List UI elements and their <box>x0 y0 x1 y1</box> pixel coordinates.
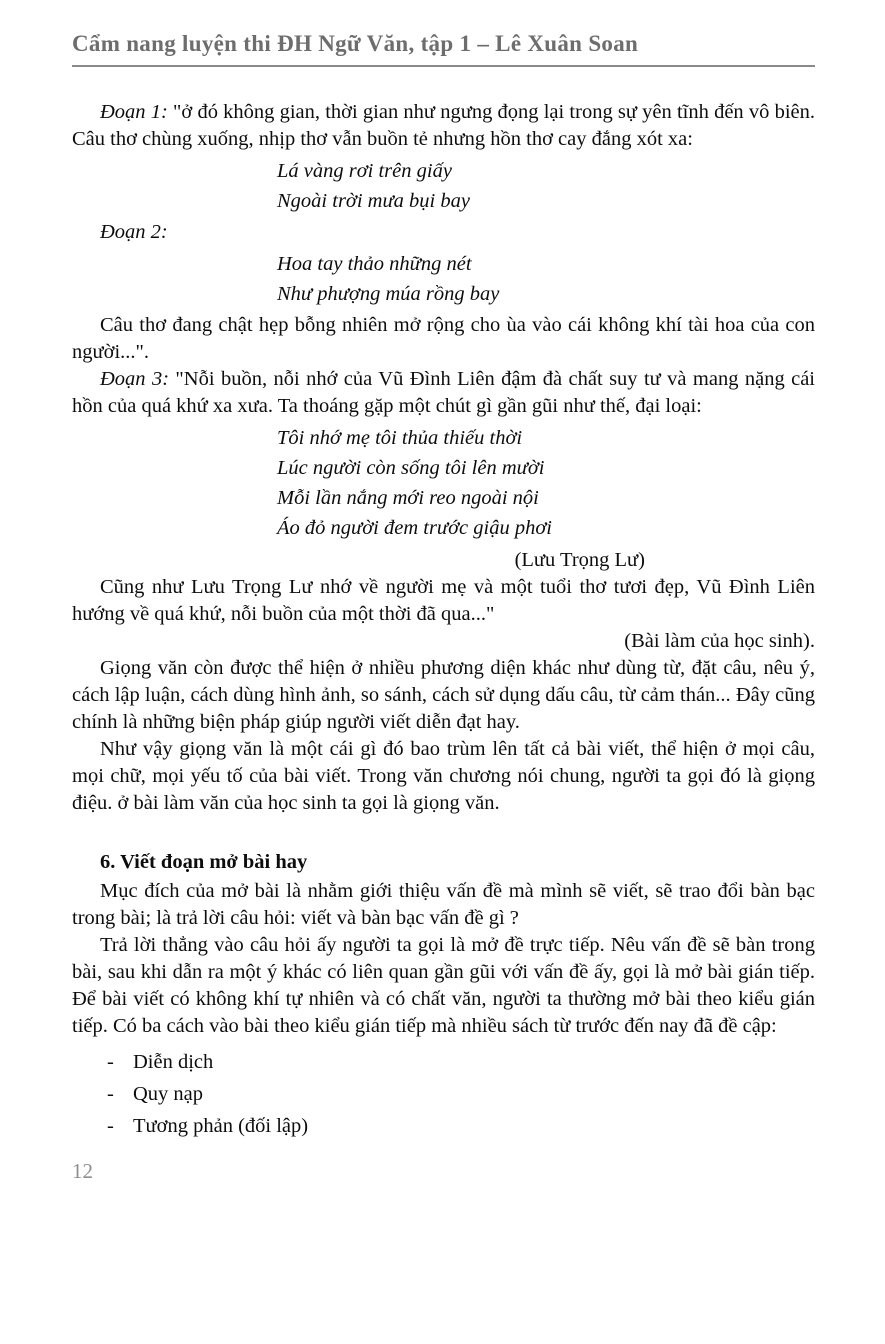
poem-line: Áo đỏ người đem trước giậu phơi <box>277 517 552 539</box>
poem-quote-1 <box>277 156 815 216</box>
list-item-label: Tương phản (đối lập) <box>133 1115 309 1137</box>
paragraph-voice-1: Giọng văn còn được thể hiện ở nhiều phương diện khác như dùng từ, đặt câu, nêu ý, cách lập luận, cách dùng hình ảnh, so sánh, cách sử dụng dấu câu, từ cảm thán... Đây cũng chính là những biện pháp giúp người viết diễn đạt hay. <box>72 657 815 733</box>
attribution-poet: (Lưu Trọng Lư) <box>514 549 645 571</box>
dash-marker: - <box>107 1115 114 1137</box>
paragraph-purpose: Mục đích của mở bài là nhằm giới thiệu vấn đề mà mình sẽ viết, sẽ trao đổi bàn bạc trong bài; là trả lời câu hỏi: viết và bàn bạc vấn đề gì ? <box>72 880 815 929</box>
dash-marker: - <box>107 1083 114 1105</box>
poem-line: Như phượng múa rồng bay <box>277 283 500 305</box>
poem-line: Hoa tay thảo những nét <box>277 253 472 275</box>
paragraph-doan-1-label: Đoạn 1: <box>100 101 168 123</box>
paragraph-doan-3-text: "Nỗi buồn, nỗi nhớ của Vũ Đình Liên đậm đà chất suy tư và mang nặng cái hồn của quá khứ xa xưa. Ta thoáng gặp một chút gì gần gũi như thế, đại loại: <box>72 368 815 417</box>
section-6-heading: 6. Viết đoạn mở bài hay <box>100 851 308 873</box>
paragraph-doan-3-label: Đoạn 3: <box>100 368 170 390</box>
paragraph-doan-3 <box>72 366 815 420</box>
paragraph-doan-2 <box>72 219 815 246</box>
poem-quote-2 <box>277 249 815 309</box>
list-item <box>107 1078 815 1110</box>
paragraph-compare: Cũng như Lưu Trọng Lư nhớ về người mẹ và một tuổi thơ tươi đẹp, Vũ Đình Liên hướng về quá khứ, nỗi buồn của một thời đã qua..." <box>72 576 815 625</box>
paragraph-voice-2: Như vậy giọng văn là một cái gì đó bao trùm lên tất cả bài viết, thể hiện ở mọi câu, mọi chữ, mọi yếu tố của bài viết. Trong văn chương nói chung, người ta gọi đó là giọng điệu. ở bài làm văn của học sinh ta gọi là giọng văn. <box>72 738 815 814</box>
poem-line: Ngoài trời mưa bụi bay <box>277 190 470 212</box>
list-item <box>107 1046 815 1078</box>
poem-line: Lá vàng rơi trên giấy <box>277 160 452 182</box>
running-header <box>72 30 815 67</box>
list-item <box>107 1110 815 1142</box>
poem-line: Mỗi lần nắng mới reo ngoài nội <box>277 487 539 509</box>
poem-line: Lúc người còn sống tôi lên mười <box>277 457 545 479</box>
page-number: 12 <box>72 1159 93 1183</box>
dash-marker: - <box>107 1051 114 1073</box>
attribution-student: (Bài làm của học sinh). <box>624 630 815 652</box>
page-content <box>72 99 815 1185</box>
list-item-label: Diễn dịch <box>133 1051 214 1073</box>
paragraph-doan-1-text: "ở đó không gian, thời gian như ngưng đọng lại trong sự yên tĩnh đến vô biên. Câu thơ chùng xuống, nhịp thơ vẫn buồn tẻ nhưng hồn thơ cay đắng xót xa: <box>72 101 815 150</box>
paragraph-methods: Trả lời thẳng vào câu hỏi ấy người ta gọi là mở đề trực tiếp. Nêu vấn đề sẽ bàn trong bài, sau khi dẫn ra một ý khác có liên quan gần gũi với vấn đề ấy, gọi là mở bài gián tiếp. Để bài viết có không khí tự nhiên và có chất văn, người ta thường mở bài theo kiểu gián tiếp. Có ba cách vào bài theo kiểu gián tiếp mà nhiều sách từ trước đến nay đã đề cập: <box>72 934 815 1037</box>
paragraph-doan-2-label: Đoạn 2: <box>100 221 168 243</box>
poem-quote-3 <box>277 423 815 543</box>
paragraph-doan-1 <box>72 99 815 153</box>
opening-methods-list <box>107 1046 815 1142</box>
paragraph-expand: Câu thơ đang chật hẹp bỗng nhiên mở rộng cho ùa vào cái không khí tài hoa của con người...". <box>72 314 815 363</box>
running-header-title: Cẩm nang luyện thi ĐH Ngữ Văn, tập 1 – Lê Xuân Soan <box>72 31 639 56</box>
poem-line: Tôi nhớ mẹ tôi thủa thiếu thời <box>277 427 523 449</box>
list-item-label: Quy nạp <box>133 1083 204 1105</box>
